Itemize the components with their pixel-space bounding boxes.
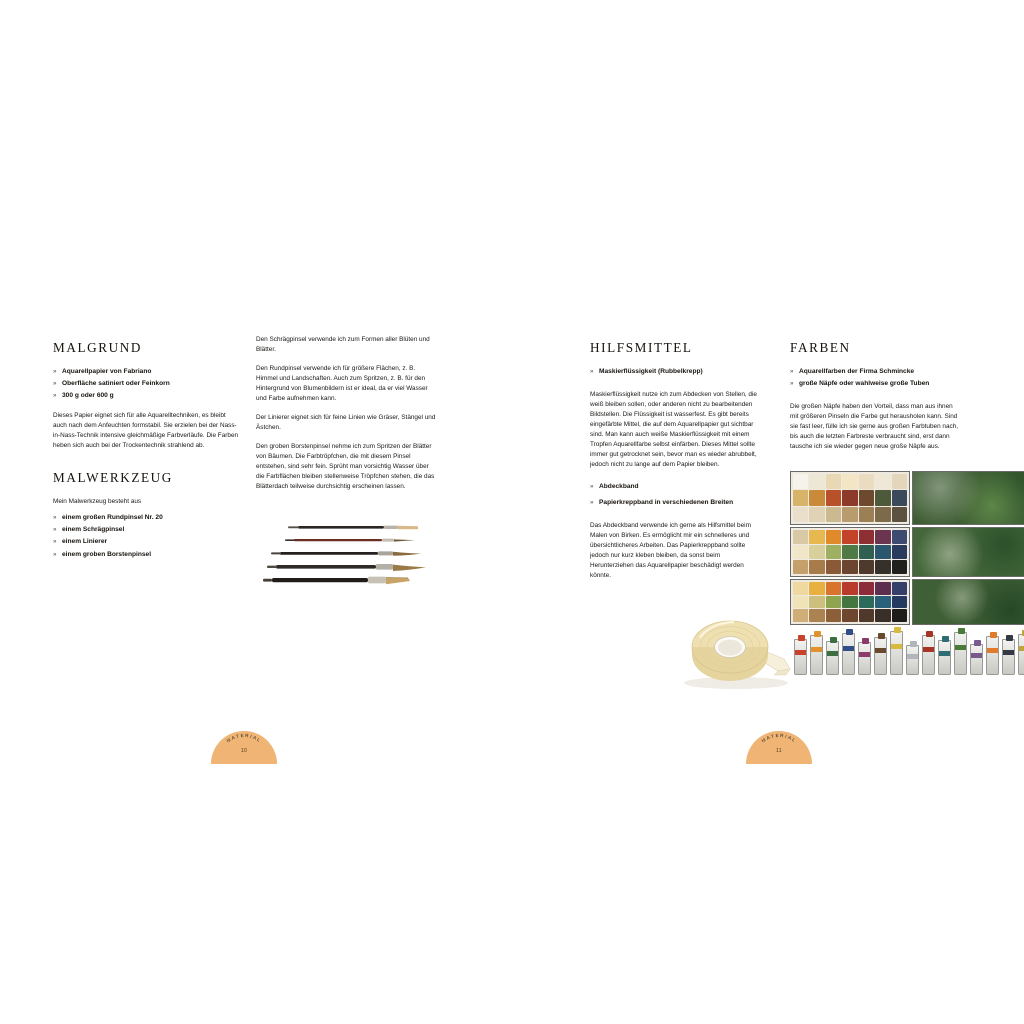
pan bbox=[859, 474, 874, 489]
heading-farben: FARBEN bbox=[790, 340, 851, 355]
paint-box-photo bbox=[790, 471, 1024, 675]
pan bbox=[809, 545, 824, 559]
paint-tube bbox=[826, 641, 839, 675]
paint-box-panel-top-right bbox=[912, 471, 1024, 525]
list-hilfsmittel bbox=[590, 367, 765, 378]
list-item: » einem großen Rundpinsel Nr. 20 bbox=[53, 513, 239, 524]
pan bbox=[892, 596, 907, 609]
mixing-surface bbox=[913, 528, 1024, 576]
list-item: » einem Schrägpinsel bbox=[53, 525, 239, 536]
paragraph-malwerkzeug-intro: Mein Malwerkzeug besteht aus bbox=[53, 498, 142, 506]
pan bbox=[892, 609, 907, 622]
pan bbox=[892, 490, 907, 505]
paint-tube bbox=[890, 631, 903, 675]
right-page bbox=[512, 0, 1024, 1024]
pan bbox=[793, 474, 808, 489]
chevron-icon: » bbox=[790, 380, 794, 388]
pan bbox=[842, 560, 857, 574]
paragraph-farben: Die großen Näpfe haben den Vorteil, dass man aus ihnen mit größeren Pinseln die Farbe gut herausholen kann. Sind sie fast leer, fülle ich sie gerne aus großen Farbtuben nach, bis auch die letzten Farbreste verbraucht sind, erst dann tausche ich sie wieder gegen neue große Näpfe aus. bbox=[790, 402, 959, 450]
paint-tube bbox=[906, 645, 919, 675]
list-item: » Aquarellpapier von Fabriano bbox=[53, 367, 239, 378]
folio-right bbox=[746, 731, 812, 764]
paint-box-panel-mid-right bbox=[912, 527, 1024, 577]
pan bbox=[793, 582, 808, 595]
right-column-two bbox=[790, 338, 962, 452]
paragraph-schraegpinsel: Den Schrägpinsel verwende ich zum Formen aller Blüten und Blätter. bbox=[256, 336, 430, 353]
left-column-one bbox=[53, 338, 239, 569]
chevron-icon: » bbox=[590, 368, 594, 376]
brushes-photo bbox=[258, 519, 438, 589]
pan bbox=[826, 474, 841, 489]
pan bbox=[793, 596, 808, 609]
pan bbox=[793, 507, 808, 522]
list-item: » einem Linierer bbox=[53, 537, 239, 548]
svg-text:MATERIAL: MATERIAL bbox=[225, 732, 263, 744]
list-farben bbox=[790, 367, 962, 390]
pan bbox=[842, 609, 857, 622]
masking-tape-illustration bbox=[674, 605, 804, 695]
pan bbox=[809, 609, 824, 622]
pan bbox=[859, 507, 874, 522]
list-item: » Papierkreppband in verschiedenen Breiten bbox=[590, 498, 765, 509]
pan bbox=[859, 560, 874, 574]
pan bbox=[826, 490, 841, 505]
pan bbox=[826, 560, 841, 574]
pan bbox=[826, 609, 841, 622]
pan bbox=[875, 596, 890, 609]
paint-tubes-row bbox=[790, 627, 1024, 675]
mixing-surface bbox=[913, 472, 1024, 524]
pan bbox=[793, 530, 808, 544]
list-item: » Oberfläche satiniert oder Feinkorn bbox=[53, 379, 239, 390]
paint-box-panel-bottom-left bbox=[790, 579, 910, 625]
chevron-icon: » bbox=[53, 380, 57, 388]
paint-tube bbox=[986, 636, 999, 675]
chevron-icon: » bbox=[53, 392, 57, 400]
list-item: » Abdeckband bbox=[590, 482, 765, 493]
pan bbox=[809, 582, 824, 595]
left-column-two bbox=[256, 335, 436, 492]
pan bbox=[875, 474, 890, 489]
paragraph-rundpinsel: Den Rundpinsel verwende ich für größere Flächen, z. B. Himmel und Landschaften. Auch zum Spritzen, z. B. für den Hintergrund von Blumenbildern ist er ideal, da er viel Wasser und Farbe aufnehmen kann. bbox=[256, 364, 428, 402]
pan-grid bbox=[791, 580, 909, 624]
pan bbox=[809, 490, 824, 505]
pan bbox=[842, 545, 857, 559]
paint-tube bbox=[1018, 634, 1024, 675]
list-malwerkzeug bbox=[53, 513, 239, 560]
list-item: » Maskierflüssigkeit (Rubbelkrepp) bbox=[590, 367, 765, 378]
chevron-icon: » bbox=[53, 368, 57, 376]
pan bbox=[892, 474, 907, 489]
list-item: » Aquarellfarben der Firma Schmincke bbox=[790, 367, 962, 378]
pan bbox=[875, 490, 890, 505]
pan bbox=[809, 530, 824, 544]
chevron-icon: » bbox=[53, 550, 57, 558]
page-number: 10 bbox=[240, 748, 248, 754]
paint-tube bbox=[938, 640, 951, 675]
pan bbox=[859, 530, 874, 544]
paint-tube bbox=[1002, 639, 1015, 675]
paint-box-panel-top-left bbox=[790, 471, 910, 525]
list-malgrund bbox=[53, 367, 239, 402]
pan bbox=[892, 545, 907, 559]
paragraph-abdeckband: Das Abdeckband verwende ich gerne als Hilfsmittel beim Malen von Birken. Es ermöglicht mir ein schnelleres und übersichtlicheres Arbeiten. Das Papierkreppband sollte jedoch nur kurz kleben bleiben, da sonst beim Herunterziehen das Aquarellpapier beschädigt werden könnte. bbox=[590, 521, 751, 579]
heading-malgrund: MALGRUND bbox=[53, 340, 142, 355]
heading-hilfsmittel: HILFSMITTEL bbox=[590, 340, 693, 355]
pan bbox=[875, 530, 890, 544]
pan bbox=[875, 507, 890, 522]
pan bbox=[826, 582, 841, 595]
list-item: » einem groben Borstenpinsel bbox=[53, 550, 239, 561]
paint-tube bbox=[858, 642, 871, 675]
chevron-icon: » bbox=[590, 499, 594, 507]
chevron-icon: » bbox=[790, 368, 794, 376]
pan bbox=[826, 596, 841, 609]
pan bbox=[809, 560, 824, 574]
paragraph-maskierfluessigkeit: Maskierflüssigkeit nutze ich zum Abdecken von Stellen, die weiß bleiben sollen, oder anderen nicht zu bearbeitenden Bildstellen. Die Flüssigkeit ist wasserfest. Es gibt bereits eingefärbte Mittel, die auf dem Aquarellpapier gut sichtbar sind. Man kann auch weiße Maskierflüssigkeit mit einem Tropfen Aquarellfarbe selbst einfärben. Dieses Mittel sollte immer gut getrocknet sein, bevor man es wieder abrubbelt, jedoch nicht zu lange auf dem Papier bleiben. bbox=[590, 390, 757, 468]
paragraph-malgrund: Dieses Papier eignet sich für alle Aquarelltechniken, es bleibt auch nach dem Anfeuchten formstabil. Sie erzielen bei der Nass-in-Nass-Technik intensive gleichmäßige Farbverläufe. Die Farben heben sich auch bei der Trockentechnik strahlend ab. bbox=[53, 412, 239, 450]
pan-grid bbox=[791, 472, 909, 524]
pan bbox=[859, 596, 874, 609]
chevron-icon: » bbox=[53, 538, 57, 546]
pan bbox=[826, 545, 841, 559]
pan bbox=[842, 490, 857, 505]
pan bbox=[892, 530, 907, 544]
pan bbox=[826, 530, 841, 544]
chevron-icon: » bbox=[590, 482, 594, 490]
chevron-icon: » bbox=[53, 526, 57, 534]
pan bbox=[826, 507, 841, 522]
paint-tube bbox=[970, 644, 983, 675]
pan bbox=[892, 582, 907, 595]
masking-tape-photo bbox=[674, 605, 804, 695]
paint-tube bbox=[874, 637, 887, 675]
brushes-illustration bbox=[258, 519, 438, 589]
pan bbox=[809, 507, 824, 522]
pan bbox=[793, 560, 808, 574]
pan bbox=[859, 609, 874, 622]
paint-tube bbox=[954, 632, 967, 675]
list-abdeckband bbox=[590, 482, 765, 509]
pan bbox=[892, 560, 907, 574]
pan bbox=[875, 560, 890, 574]
paragraph-borstenpinsel: Den groben Borstenpinsel nehme ich zum Spritzen der Blätter von Bäumen. Die Farbtröpfchen, die mit diesem Pinsel entstehen, sind sehr fein. Sprüht man vorsichtig Wasser über die Farbflächen bleiben stellenweise Tröpfchen stehen, die das Blätterdach teilweise durchsichtig erscheinen lassen. bbox=[256, 442, 435, 490]
chevron-icon: » bbox=[53, 514, 57, 522]
pan bbox=[875, 582, 890, 595]
list-item: » große Näpfe oder wahlweise große Tuben bbox=[790, 379, 962, 390]
paint-tube bbox=[842, 633, 855, 675]
pan bbox=[859, 582, 874, 595]
pan bbox=[875, 609, 890, 622]
heading-malwerkzeug: MALWERKZEUG bbox=[53, 470, 173, 486]
folio-left bbox=[211, 731, 277, 764]
pan bbox=[842, 530, 857, 544]
paint-tube bbox=[810, 635, 823, 675]
page-number: 11 bbox=[776, 748, 782, 754]
paint-tube bbox=[794, 639, 807, 675]
paint-box-panel-mid-left bbox=[790, 527, 910, 577]
pan bbox=[793, 609, 808, 622]
pan bbox=[859, 545, 874, 559]
pan bbox=[892, 507, 907, 522]
list-item: » 300 g oder 600 g bbox=[53, 391, 239, 402]
pan bbox=[842, 507, 857, 522]
pan bbox=[793, 545, 808, 559]
pan bbox=[842, 474, 857, 489]
paragraph-linierer: Der Linierer eignet sich für feine Linien wie Gräser, Stängel und Ästchen. bbox=[256, 413, 436, 431]
mixing-surface bbox=[913, 580, 1024, 624]
svg-text:MATERIAL: MATERIAL bbox=[760, 732, 798, 744]
pan bbox=[793, 490, 808, 505]
pan bbox=[809, 596, 824, 609]
paint-box-panel-bottom-right bbox=[912, 579, 1024, 625]
paint-tube bbox=[922, 635, 935, 675]
pan bbox=[842, 582, 857, 595]
pan bbox=[875, 545, 890, 559]
pan-grid bbox=[791, 528, 909, 576]
pan bbox=[809, 474, 824, 489]
pan bbox=[859, 490, 874, 505]
pan bbox=[842, 596, 857, 609]
right-column-one bbox=[590, 338, 765, 581]
